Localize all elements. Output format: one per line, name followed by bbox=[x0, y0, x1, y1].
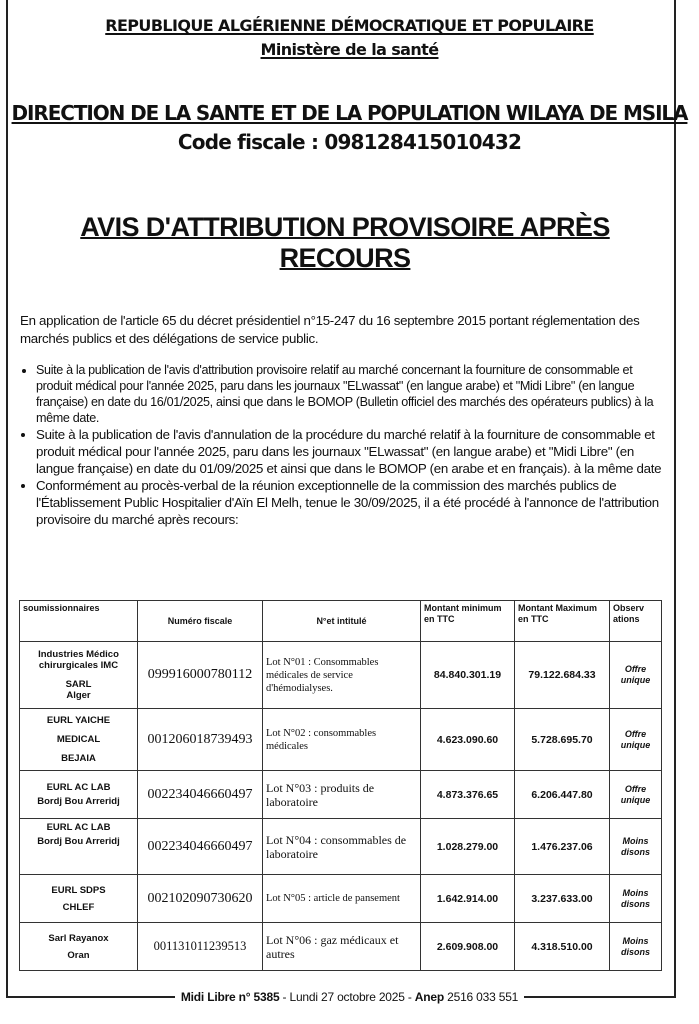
footer-text bbox=[175, 990, 524, 1004]
soumissionnaire-city: Bordj Bou Arreridj bbox=[37, 795, 120, 807]
numero-fiscale-cell: 002234046660497 bbox=[138, 771, 263, 819]
intitule-cell: Lot N°06 : gaz médicaux et autres bbox=[263, 923, 421, 971]
numero-fiscale-cell: 001131011239513 bbox=[138, 923, 263, 971]
soumissionnaire-cell bbox=[20, 923, 138, 971]
soumissionnaire-cell bbox=[20, 642, 138, 709]
montant-min-cell: 4.623.090.60 bbox=[421, 709, 515, 771]
soumissionnaire-city: Alger bbox=[66, 690, 91, 701]
soumissionnaire-name-2: MEDICAL bbox=[56, 734, 101, 745]
montant-max-cell: 5.728.695.70 bbox=[515, 709, 610, 771]
col-observations: Observ ations bbox=[610, 601, 662, 642]
footer-anep-number: 2516 033 551 bbox=[444, 990, 519, 1004]
col-montant-min: Montant minimum en TTC bbox=[421, 601, 515, 642]
observation-cell: Moins disons bbox=[610, 819, 662, 875]
soumissionnaire-cell bbox=[20, 771, 138, 819]
intitule-cell: Lot N°03 : produits de laboratoire bbox=[263, 771, 421, 819]
table-row bbox=[20, 709, 662, 771]
observation-cell: Offre unique bbox=[610, 771, 662, 819]
soumissionnaire-cell bbox=[20, 875, 138, 923]
soumissionnaire-cell bbox=[20, 709, 138, 771]
montant-max-cell: 79.122.684.33 bbox=[515, 642, 610, 709]
soumissionnaire-city: BEJAIA bbox=[61, 753, 96, 764]
soumissionnaire-city: CHLEF bbox=[62, 901, 95, 913]
ministere-text: Ministère de la santé bbox=[260, 40, 439, 59]
intro-paragraph: En application de l'article 65 du décret présidentiel n°15-247 du 16 septembre 2015 portant réglementation des marchés publics et des délégations de service public. bbox=[20, 313, 640, 346]
montant-min-cell: 84.840.301.19 bbox=[421, 642, 515, 709]
numero-fiscale-cell: 002234046660497 bbox=[138, 819, 263, 875]
soumissionnaire-name: EURL SDPS bbox=[51, 884, 106, 896]
attribution-table bbox=[19, 600, 662, 971]
soumissionnaire-city: Bordj Bou Arreridj bbox=[37, 836, 120, 847]
table-row bbox=[20, 642, 662, 709]
table-row bbox=[20, 875, 662, 923]
montant-max-cell: 4.318.510.00 bbox=[515, 923, 610, 971]
footer-publication: Midi Libre n° 5385 bbox=[180, 990, 280, 1004]
table-row bbox=[20, 923, 662, 971]
page-title: AVIS D'ATTRIBUTION PROVISOIRE APRÈS RECOURS bbox=[80, 212, 610, 273]
montant-min-cell: 1.642.914.00 bbox=[421, 875, 515, 923]
republique-heading: REPUBLIQUE ALGÉRIENNE DÉMOCRATIQUE ET POPULAIRE bbox=[105, 16, 594, 35]
observation-cell: Moins disons bbox=[610, 875, 662, 923]
col-numero-fiscale: Numéro fiscale bbox=[138, 601, 263, 642]
montant-max-cell: 1.476.237.06 bbox=[515, 819, 610, 875]
soumissionnaire-name: EURL YAICHE bbox=[46, 715, 111, 726]
soumissionnaire-city: Oran bbox=[67, 949, 90, 961]
bullet-item: • Suite à la publication de l'avis d'annulation de la procédure du marché relatif à la fourniture de consommable et produit médical pour l'année 2025, paru dans les journaux "ELwassat" (en langue arabe) et "Midi Libre" (en langue française) en date du 01/09/2025 et ainsi que dans le BOMOP (en arabe et en français). à la même date bbox=[36, 426, 670, 477]
intitule-cell: Lot N°02 : consommables médicales bbox=[263, 709, 421, 771]
montant-min-cell: 1.028.279.00 bbox=[421, 819, 515, 875]
numero-fiscale-cell: 099916000780112 bbox=[138, 642, 263, 709]
table-row bbox=[20, 771, 662, 819]
intitule-cell: Lot N°05 : article de pansement bbox=[263, 875, 421, 923]
direction-heading: DIRECTION DE LA SANTE ET DE LA POPULATION WILAYA DE MSILA bbox=[11, 101, 688, 125]
numero-fiscale-cell: 002102090730620 bbox=[138, 875, 263, 923]
table-header-row bbox=[20, 601, 662, 642]
montant-min-cell: 4.873.376.65 bbox=[421, 771, 515, 819]
soumissionnaire-name: Sarl Rayanox bbox=[48, 932, 109, 944]
publication-footer bbox=[0, 990, 699, 1004]
bullet-item: • Suite à la publication de l'avis d'attribution provisoire relatif au marché concernant la fourniture de consommable et produit médical pour l'année 2025, paru dans les journaux "ELwassat" (en langue arabe) et "Midi Libre" (en langue française) en date du 16/01/2025, ainsi que dans le BOMOP (Bulletin officiel des marchés des opérateurs publics) à la même date. bbox=[36, 362, 670, 426]
montant-min-cell: 2.609.908.00 bbox=[421, 923, 515, 971]
observation-cell: Moins disons bbox=[610, 923, 662, 971]
soumissionnaire-name: EURL AC LAB bbox=[46, 822, 111, 833]
bullet-item: • Conformément au procès-verbal de la réunion exceptionnelle de la commission des marchés publics de l'Établissement Public Hospitalier d'Aïn El Melh, tenue le 30/09/2025, il a été procédé à l'annonce de l'attribution provisoire du marché après recours: bbox=[36, 477, 670, 528]
montant-max-cell: 6.206.447.80 bbox=[515, 771, 610, 819]
col-montant-max: Montant Maximum en TTC bbox=[515, 601, 610, 642]
footer-anep-label: Anep bbox=[414, 990, 444, 1004]
montant-max-cell: 3.237.633.00 bbox=[515, 875, 610, 923]
intitule-cell: Lot N°01 : Consommables médicales de service d'hémodialyses. bbox=[263, 642, 421, 709]
observation-cell: Offre unique bbox=[610, 642, 662, 709]
table-row bbox=[20, 819, 662, 875]
soumissionnaire-name: EURL AC LAB bbox=[46, 781, 111, 793]
soumissionnaire-name: Industries Médico chirurgicales IMC bbox=[38, 649, 119, 671]
ministere-heading bbox=[0, 40, 699, 59]
col-soumissionnaires: soumissionnaires bbox=[20, 601, 138, 642]
bullet-list bbox=[14, 362, 670, 528]
soumissionnaire-cell bbox=[20, 819, 138, 875]
numero-fiscale-cell: 001206018739493 bbox=[138, 709, 263, 771]
soumissionnaire-form: SARL bbox=[65, 679, 92, 690]
col-intitule: N°et intitulé bbox=[263, 601, 421, 642]
observation-cell: Offre unique bbox=[610, 709, 662, 771]
intitule-cell: Lot N°04 : consommables de laboratoire bbox=[263, 819, 421, 875]
code-fiscale: Code fiscale : 098128415010432 bbox=[177, 130, 522, 154]
footer-date: - Lundi 27 octobre 2025 - bbox=[279, 990, 415, 1004]
